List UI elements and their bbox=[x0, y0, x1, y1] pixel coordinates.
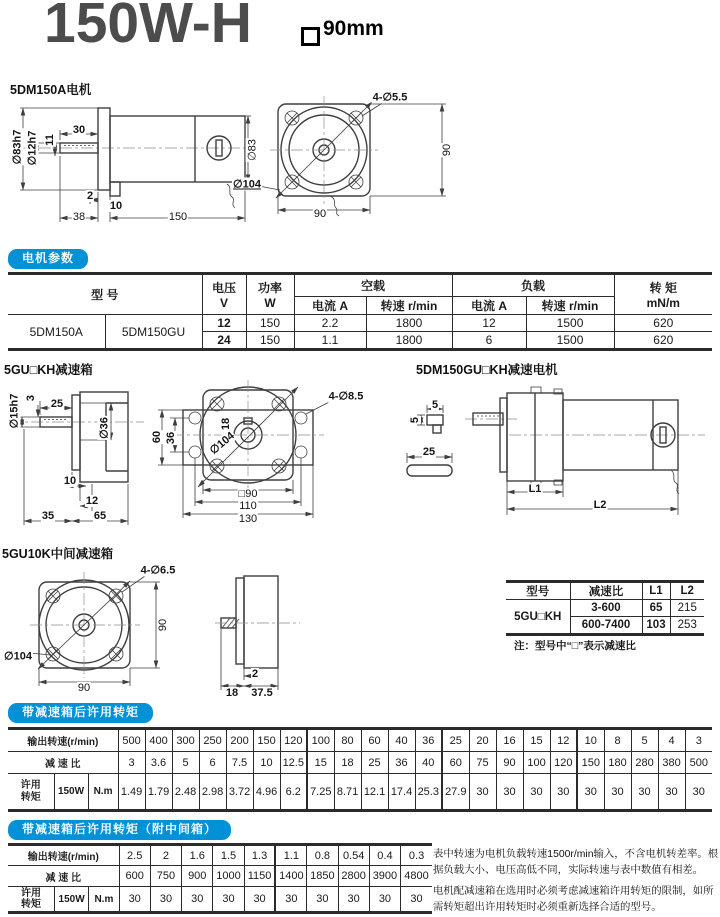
model-b-cell: 5DM150GU bbox=[105, 315, 202, 349]
torque-cell: 30 bbox=[631, 774, 658, 810]
torque-cell: 1.49 bbox=[118, 774, 145, 810]
dim-label: 90 bbox=[441, 143, 453, 157]
torque-cell: 30 bbox=[577, 774, 604, 810]
torque-cell: 30 bbox=[244, 887, 275, 912]
speed-cell: 250 bbox=[199, 730, 226, 752]
torque-table bbox=[8, 729, 712, 810]
square-frame-icon bbox=[301, 27, 320, 46]
ratio-cell: 600 bbox=[119, 866, 150, 887]
speed-cell: 15 bbox=[523, 730, 550, 752]
dim-label: 38 bbox=[72, 211, 86, 223]
speed-cell: 0.54 bbox=[338, 846, 369, 866]
torque-cell: 2.48 bbox=[172, 774, 199, 810]
param-cell: 24 bbox=[202, 332, 246, 349]
torque-cell: 30 bbox=[275, 887, 306, 912]
speed-cell: 0.8 bbox=[307, 846, 338, 866]
ratio-cell: 215 bbox=[670, 600, 704, 617]
speed-cell: 2 bbox=[150, 846, 181, 866]
unit-label: N.m bbox=[89, 887, 119, 912]
dim-label: 60 bbox=[151, 430, 163, 444]
torque-cell: 30 bbox=[369, 887, 400, 912]
ratio-col-ratio: 减速比 bbox=[570, 583, 642, 600]
col-torque-unit: mN/m bbox=[646, 296, 680, 310]
speed-cell: 0.4 bbox=[369, 846, 400, 866]
dim-label: 2 bbox=[86, 190, 94, 202]
model-a-cell: 5DM150A bbox=[8, 315, 105, 349]
param-cell: 6 bbox=[452, 332, 526, 349]
torque-cell: 30 bbox=[213, 887, 244, 912]
ratio-cell: 5 bbox=[172, 752, 199, 774]
mid-gearbox-label: 5GU10K中间减速箱 bbox=[2, 547, 114, 561]
speed-cell: 4 bbox=[658, 730, 685, 752]
dim-label: 3 bbox=[25, 394, 37, 402]
param-cell: 1.1 bbox=[294, 332, 366, 349]
speed-cell: 60 bbox=[361, 730, 388, 752]
col-l-current: 电流 A bbox=[452, 297, 526, 315]
dim-label: 30 bbox=[72, 124, 86, 136]
dim-label: ∅36 bbox=[98, 417, 111, 439]
torque-cell: 17.4 bbox=[388, 774, 415, 810]
speed-cell: 12 bbox=[550, 730, 577, 752]
ratio-cell: 3.6 bbox=[145, 752, 172, 774]
speed-cell: 2.5 bbox=[119, 846, 150, 866]
ratio-cell: 280 bbox=[631, 752, 658, 774]
param-cell: 150 bbox=[246, 315, 294, 332]
dim-label: 37.5 bbox=[251, 687, 273, 699]
dim-label: 2 bbox=[251, 668, 259, 680]
torque-label-text: 许用转矩 bbox=[20, 887, 41, 910]
torque-mid-badge: 带减速箱后许用转矩（附中间箱） bbox=[8, 820, 231, 840]
torque-cell: 30 bbox=[401, 887, 432, 912]
speed-cell: 3 bbox=[685, 730, 712, 752]
col-nl-speed: 转速 r/min bbox=[366, 297, 452, 315]
speed-cell: 80 bbox=[334, 730, 361, 752]
param-cell: 1500 bbox=[526, 332, 614, 349]
col-l-speed: 转速 r/min bbox=[526, 297, 614, 315]
ratio-cell: 4800 bbox=[401, 866, 432, 887]
ratio-cell: 150 bbox=[577, 752, 604, 774]
row-output-speed-label: 输出转速(r/min) bbox=[8, 730, 118, 752]
dim-label: ∅104 bbox=[233, 178, 261, 191]
torque-cell: 30 bbox=[658, 774, 685, 810]
dim-label: 25 bbox=[422, 446, 436, 458]
torque-cell: 8.71 bbox=[334, 774, 361, 810]
gearmotor-drawing-label: 5DM150GU□KH减速电机 bbox=[416, 363, 558, 377]
col-noload: 空载 bbox=[294, 275, 452, 297]
ratio-cell: 3-600 bbox=[570, 600, 642, 617]
torque-mid-table bbox=[8, 845, 432, 912]
dim-label: 150 bbox=[168, 211, 188, 223]
ratio-cell: 900 bbox=[182, 866, 213, 887]
ratio-cell: 15 bbox=[307, 752, 334, 774]
torque-label-text: 许用转矩 bbox=[20, 780, 41, 803]
speed-cell: 1.1 bbox=[275, 846, 306, 866]
frame-size-label: 90mm bbox=[323, 17, 384, 40]
ratio-cell: 380 bbox=[658, 752, 685, 774]
torque-cell: 27.9 bbox=[442, 774, 469, 810]
col-nl-current: 电流 A bbox=[294, 297, 366, 315]
speed-cell: 100 bbox=[307, 730, 334, 752]
dim-label: 12 bbox=[85, 495, 99, 507]
ratio-cell: 36 bbox=[388, 752, 415, 774]
dim-label: 36 bbox=[165, 431, 177, 445]
col-torque-cn: 转 矩 bbox=[649, 281, 677, 295]
torque-cell: 30 bbox=[119, 887, 150, 912]
motor-front-drawing bbox=[230, 96, 460, 220]
power-label: 150W bbox=[54, 774, 88, 810]
ratio-col-model: 型号 bbox=[506, 583, 570, 600]
params-table bbox=[8, 274, 712, 349]
dim-label: 10 bbox=[63, 475, 77, 487]
ratio-cell: 120 bbox=[550, 752, 577, 774]
dim-label: ∅83 bbox=[246, 139, 259, 161]
dim-label: ∅83h7 bbox=[11, 129, 24, 165]
dim-label: 5 bbox=[409, 416, 421, 424]
power-label: 150W bbox=[54, 887, 88, 912]
torque-cell: 6.2 bbox=[280, 774, 307, 810]
selection-note: 电机配减速箱在选用时必须考虑减速箱许用转矩的限制，如所需转矩超出许用转矩时必须重新选择合适的型号。 bbox=[433, 886, 714, 913]
dim-label: 110 bbox=[239, 500, 257, 512]
motor-side-drawing bbox=[14, 96, 254, 238]
gearmotor-drawing bbox=[405, 385, 715, 530]
ratio-cell: 500 bbox=[685, 752, 712, 774]
torque-cell: 30 bbox=[182, 887, 213, 912]
ratio-cell: 103 bbox=[642, 617, 670, 634]
ratio-cell: 6 bbox=[199, 752, 226, 774]
dim-label: 5 bbox=[431, 399, 439, 411]
ratio-col-l1: L1 bbox=[642, 583, 670, 600]
torque-cell: 1.79 bbox=[145, 774, 172, 810]
dim-label: 90 bbox=[157, 618, 169, 632]
dim-label: 130 bbox=[238, 513, 258, 525]
speed-cell: 120 bbox=[280, 730, 307, 752]
ratio-cell: 100 bbox=[523, 752, 550, 774]
speed-cell: 400 bbox=[145, 730, 172, 752]
dim-label: L1 bbox=[528, 483, 542, 495]
speed-cell: 36 bbox=[415, 730, 442, 752]
ratio-cell: 3 bbox=[118, 752, 145, 774]
param-cell: 2.2 bbox=[294, 315, 366, 332]
dim-label: L2 bbox=[593, 499, 607, 511]
torque-cell: 30 bbox=[550, 774, 577, 810]
param-cell: 620 bbox=[614, 332, 712, 349]
dim-label: 10 bbox=[109, 200, 123, 212]
ratio-cell: 253 bbox=[670, 617, 704, 634]
col-power bbox=[246, 275, 294, 315]
ratio-cell: 10 bbox=[253, 752, 280, 774]
dim-label: □90 bbox=[238, 488, 258, 500]
param-cell: 1500 bbox=[526, 315, 614, 332]
ratio-cell: 180 bbox=[604, 752, 631, 774]
dim-label: 35 bbox=[41, 510, 55, 522]
dim-label: 4-∅8.5 bbox=[328, 390, 364, 403]
torque-cell: 30 bbox=[150, 887, 181, 912]
row-torque-label bbox=[8, 774, 54, 810]
gearbox-drawing-label: 5GU□KH减速箱 bbox=[4, 363, 93, 377]
ratio-cell: 7.5 bbox=[226, 752, 253, 774]
ratio-table-wrap bbox=[506, 580, 704, 636]
ratio-cell: 75 bbox=[469, 752, 496, 774]
col-voltage bbox=[202, 275, 246, 315]
dim-label: 18 bbox=[225, 687, 239, 699]
col-voltage-unit: V bbox=[219, 296, 228, 310]
speed-cell: 5 bbox=[631, 730, 658, 752]
dim-label: 4-∅6.5 bbox=[140, 564, 176, 577]
ratio-table bbox=[506, 582, 704, 634]
speed-cell: 200 bbox=[226, 730, 253, 752]
speed-cell: 300 bbox=[172, 730, 199, 752]
params-badge: 电机参数 bbox=[8, 249, 88, 269]
ratio-model-cell: 5GU□KH bbox=[506, 600, 570, 634]
row-ratio-label: 减 速 比 bbox=[8, 866, 119, 887]
dim-label: 4-∅5.5 bbox=[372, 91, 408, 104]
param-cell: 1800 bbox=[366, 315, 452, 332]
param-cell: 12 bbox=[202, 315, 246, 332]
speed-cell: 1.3 bbox=[244, 846, 275, 866]
ratio-cell: 40 bbox=[415, 752, 442, 774]
torque-cell: 30 bbox=[523, 774, 550, 810]
speed-note: 表中转速为电机负载转速1500r/min输入，不含电机转差率。根据负载大小、电压高低不同，实际转速与表中数值有相差。 bbox=[433, 849, 719, 876]
col-voltage-cn: 电压 bbox=[211, 281, 236, 295]
ratio-cell: 1850 bbox=[307, 866, 338, 887]
dim-label: 90 bbox=[77, 682, 91, 694]
ratio-cell: 12.5 bbox=[280, 752, 307, 774]
ratio-table-note: 注：型号中“□”表示减速比 bbox=[514, 640, 636, 652]
torque-cell: 30 bbox=[307, 887, 338, 912]
motor-drawing-label: 5DM150A电机 bbox=[10, 83, 92, 97]
unit-label: N.m bbox=[88, 774, 118, 810]
col-power-cn: 功率 bbox=[257, 281, 282, 295]
col-model: 型 号 bbox=[8, 275, 202, 315]
ratio-cell: 1400 bbox=[275, 866, 306, 887]
ratio-cell: 1150 bbox=[244, 866, 275, 887]
ratio-cell: 65 bbox=[642, 600, 670, 617]
ratio-cell: 3900 bbox=[369, 866, 400, 887]
speed-cell: 150 bbox=[253, 730, 280, 752]
row-torque-label bbox=[8, 887, 54, 912]
dim-label: 25 bbox=[50, 398, 64, 410]
col-torque bbox=[614, 275, 712, 315]
ratio-cell: 2800 bbox=[338, 866, 369, 887]
param-cell: 620 bbox=[614, 315, 712, 332]
speed-cell: 0.3 bbox=[401, 846, 432, 866]
speed-cell: 20 bbox=[469, 730, 496, 752]
dim-label: 18 bbox=[220, 417, 232, 431]
ratio-cell: 18 bbox=[334, 752, 361, 774]
torque-cell: 30 bbox=[496, 774, 523, 810]
col-load: 负载 bbox=[452, 275, 614, 297]
mid-gearbox-side-drawing bbox=[215, 556, 305, 706]
ratio-col-l2: L2 bbox=[670, 583, 704, 600]
torque-cell: 4.96 bbox=[253, 774, 280, 810]
torque-cell: 7.25 bbox=[307, 774, 334, 810]
row-ratio-label: 减 速 比 bbox=[8, 752, 118, 774]
ratio-cell: 60 bbox=[442, 752, 469, 774]
torque-mid-table-wrap bbox=[8, 843, 432, 914]
speed-cell: 1.5 bbox=[213, 846, 244, 866]
torque-cell: 2.98 bbox=[199, 774, 226, 810]
speed-cell: 500 bbox=[118, 730, 145, 752]
dim-label: 65 bbox=[93, 510, 107, 522]
dim-label: 11 bbox=[44, 134, 56, 146]
dim-label: ∅104 bbox=[207, 429, 237, 457]
dim-label: 90 bbox=[313, 208, 327, 220]
param-cell: 12 bbox=[452, 315, 526, 332]
params-table-wrap bbox=[8, 272, 712, 351]
ratio-cell: 750 bbox=[150, 866, 181, 887]
col-power-unit: W bbox=[264, 296, 276, 310]
torque-cell: 3.72 bbox=[226, 774, 253, 810]
torque-cell: 30 bbox=[469, 774, 496, 810]
ratio-cell: 90 bbox=[496, 752, 523, 774]
speed-cell: 16 bbox=[496, 730, 523, 752]
param-cell: 1800 bbox=[366, 332, 452, 349]
torque-cell: 30 bbox=[338, 887, 369, 912]
speed-cell: 25 bbox=[442, 730, 469, 752]
ratio-cell: 25 bbox=[361, 752, 388, 774]
row-output-speed-label: 输出转速(r/min) bbox=[8, 846, 119, 866]
speed-cell: 40 bbox=[388, 730, 415, 752]
page-title: 150W-H bbox=[44, 0, 252, 55]
torque-badge: 带减速箱后许用转矩 bbox=[8, 703, 153, 723]
torque-cell: 30 bbox=[685, 774, 712, 810]
speed-cell: 8 bbox=[604, 730, 631, 752]
gearbox-side-drawing bbox=[8, 385, 148, 527]
dim-label: ∅12h7 bbox=[26, 130, 39, 166]
torque-table-wrap bbox=[8, 727, 712, 812]
speed-cell: 1.6 bbox=[182, 846, 213, 866]
ratio-cell: 1000 bbox=[213, 866, 244, 887]
speed-cell: 10 bbox=[577, 730, 604, 752]
dim-label: ∅104 bbox=[4, 650, 32, 663]
ratio-cell: 600-7400 bbox=[570, 617, 642, 634]
param-cell: 150 bbox=[246, 332, 294, 349]
torque-cell: 12.1 bbox=[361, 774, 388, 810]
torque-cell: 25.3 bbox=[415, 774, 442, 810]
dim-label: ∅15h7 bbox=[8, 393, 21, 429]
torque-cell: 30 bbox=[604, 774, 631, 810]
